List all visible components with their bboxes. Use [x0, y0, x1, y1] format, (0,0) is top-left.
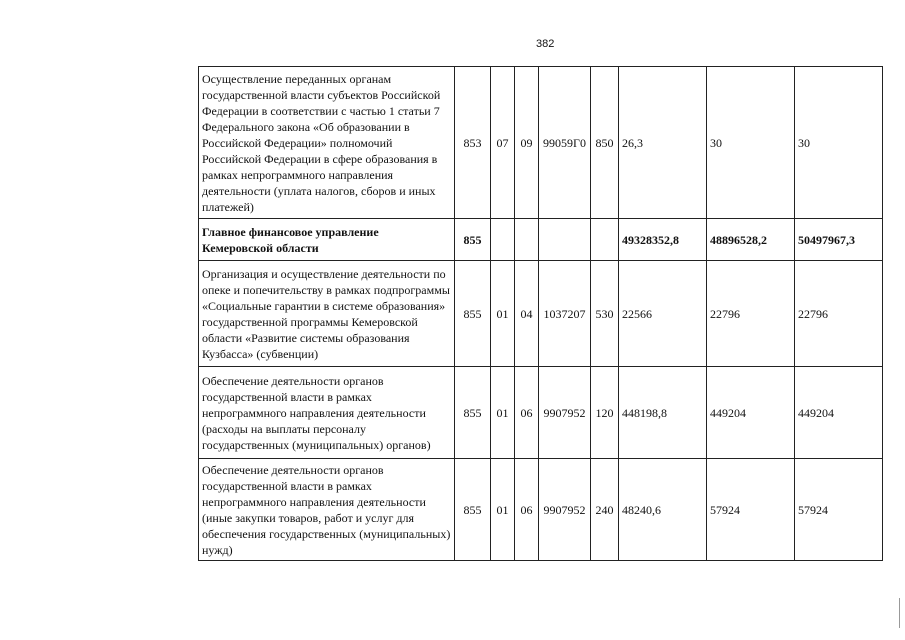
row-description: Осуществление переданных органам государственной власти субъектов Российской Федерации в соответствии с частью 1 статьи 7 Федерального закона «Об образовании в Российской Федерации» полномочий Российской Федерации в сфере образования в рамках непрограммного направления деятельности (уплата налогов, сборов и иных платежей) [199, 67, 455, 219]
section-code: 01 [491, 459, 515, 561]
table-row [199, 219, 883, 261]
row-description: Главное финансовое управление Кемеровской области [199, 219, 455, 261]
target-article-code: 1037207 [539, 261, 591, 367]
target-article-code [539, 219, 591, 261]
section-code [491, 219, 515, 261]
table-row [199, 459, 883, 561]
amount-year-1: 26,3 [619, 67, 707, 219]
section-code: 07 [491, 67, 515, 219]
amount-year-1: 448198,8 [619, 367, 707, 459]
subsection-code [515, 219, 539, 261]
subsection-code: 06 [515, 367, 539, 459]
amount-year-3: 30 [795, 67, 883, 219]
ministry-code: 855 [455, 261, 491, 367]
subsection-code: 04 [515, 261, 539, 367]
section-code: 01 [491, 367, 515, 459]
subsection-code: 06 [515, 459, 539, 561]
ministry-code: 855 [455, 219, 491, 261]
amount-year-2: 449204 [707, 367, 795, 459]
expense-type-code: 120 [591, 367, 619, 459]
amount-year-1: 22566 [619, 261, 707, 367]
target-article-code: 9907952 [539, 459, 591, 561]
target-article-code: 99059Г0 [539, 67, 591, 219]
ministry-code: 855 [455, 459, 491, 561]
amount-year-3: 449204 [795, 367, 883, 459]
section-code: 01 [491, 261, 515, 367]
row-description: Обеспечение деятельности органов государственной власти в рамках непрограммного направления деятельности (иные закупки товаров, работ и услуг для обеспечения государственных (муниципальных) нужд) [199, 459, 455, 561]
table-row [199, 261, 883, 367]
ministry-code: 855 [455, 367, 491, 459]
amount-year-1: 49328352,8 [619, 219, 707, 261]
expense-type-code: 530 [591, 261, 619, 367]
amount-year-2: 22796 [707, 261, 795, 367]
scan-edge-mark [899, 598, 900, 628]
table-row [199, 367, 883, 459]
target-article-code: 9907952 [539, 367, 591, 459]
row-description: Обеспечение деятельности органов государственной власти в рамках непрограммного направления деятельности (расходы на выплаты персоналу государственных (муниципальных) органов) [199, 367, 455, 459]
row-description: Организация и осуществление деятельности по опеке и попечительству в рамках подпрограммы «Социальные гарантии в системе образования» государственной программы Кемеровской области «Развитие системы образования Кузбасса» (субвенции) [199, 261, 455, 367]
amount-year-2: 57924 [707, 459, 795, 561]
amount-year-2: 30 [707, 67, 795, 219]
amount-year-3: 22796 [795, 261, 883, 367]
expense-type-code: 850 [591, 67, 619, 219]
amount-year-1: 48240,6 [619, 459, 707, 561]
amount-year-3: 57924 [795, 459, 883, 561]
expense-type-code: 240 [591, 459, 619, 561]
table-row [199, 67, 883, 219]
budget-table [198, 66, 883, 561]
expense-type-code [591, 219, 619, 261]
amount-year-3: 50497967,3 [795, 219, 883, 261]
amount-year-2: 48896528,2 [707, 219, 795, 261]
subsection-code: 09 [515, 67, 539, 219]
page-number: 382 [536, 38, 555, 50]
ministry-code: 853 [455, 67, 491, 219]
